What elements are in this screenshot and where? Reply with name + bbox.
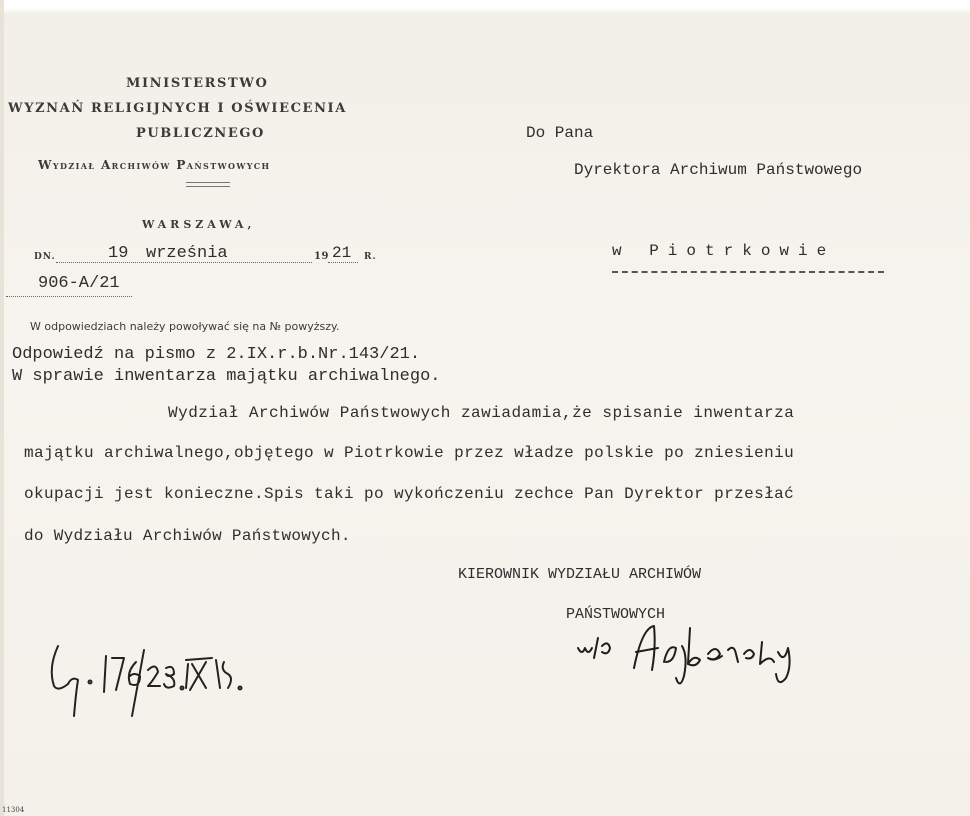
date-day: 19 xyxy=(108,244,129,263)
letterhead-city: WARSZAWA, xyxy=(142,218,256,231)
letterhead-line3: PUBLICZNEGO xyxy=(136,126,265,141)
addressee-underline xyxy=(612,271,884,273)
date-prefix: DN. xyxy=(34,252,56,262)
page-edge xyxy=(0,0,4,816)
body-line3: okupacji jest konieczne.Spis taki po wykończeniu zechce Pan Dyrektor przesłać xyxy=(24,485,795,503)
letterhead-line1: MINISTERSTWO xyxy=(126,76,269,91)
handwritten-registry-note xyxy=(44,640,264,724)
letterhead-rule xyxy=(186,182,230,187)
letterhead-department: Wydział Archiwów Państwowych xyxy=(38,158,271,172)
letterhead-line2: WYZNAŃ RELIGIJNYCH I OŚWIECENIA xyxy=(8,101,347,116)
subject-line1: Odpowiedź na pismo z 2.IX.r.b.Nr.143/21. xyxy=(12,345,421,364)
print-code: 11304 xyxy=(2,806,25,814)
date-year-suffix: 21 xyxy=(332,244,352,262)
body-line2: majątku archiwalnego,objętego w Piotrkowie przez władze polskie po zniesieniu xyxy=(24,444,795,462)
body-line1: Wydział Archiwów Państwowych zawiadamia,że spisanie inwentarza xyxy=(168,404,795,422)
reference-note: W odpowiedziach należy powoływać się na № powyższy. xyxy=(30,320,340,333)
signature-title-line2: PAŃSTWOWYCH xyxy=(566,606,666,623)
date-month: września xyxy=(146,244,228,263)
handwritten-signature xyxy=(572,618,822,698)
reference-number: 906-A/21 xyxy=(38,274,120,293)
subject-line2: W sprawie inwentarza majątku archiwalnego. xyxy=(12,367,441,386)
body-line4: do Wydziału Archiwów Państwowych. xyxy=(24,527,351,545)
addressee-title: Dyrektora Archiwum Państwowego xyxy=(574,161,863,179)
date-suffix: R. xyxy=(364,252,377,262)
reference-dotted-line xyxy=(6,296,132,297)
addressee-salutation: Do Pana xyxy=(526,124,594,142)
addressee-location: w Piotrkowie xyxy=(612,242,836,260)
date-year-dotted xyxy=(328,262,358,263)
date-year-prefix: 19 xyxy=(314,251,329,262)
signature-title-line1: KIEROWNIK WYDZIAŁU ARCHIWÓW xyxy=(458,566,702,583)
